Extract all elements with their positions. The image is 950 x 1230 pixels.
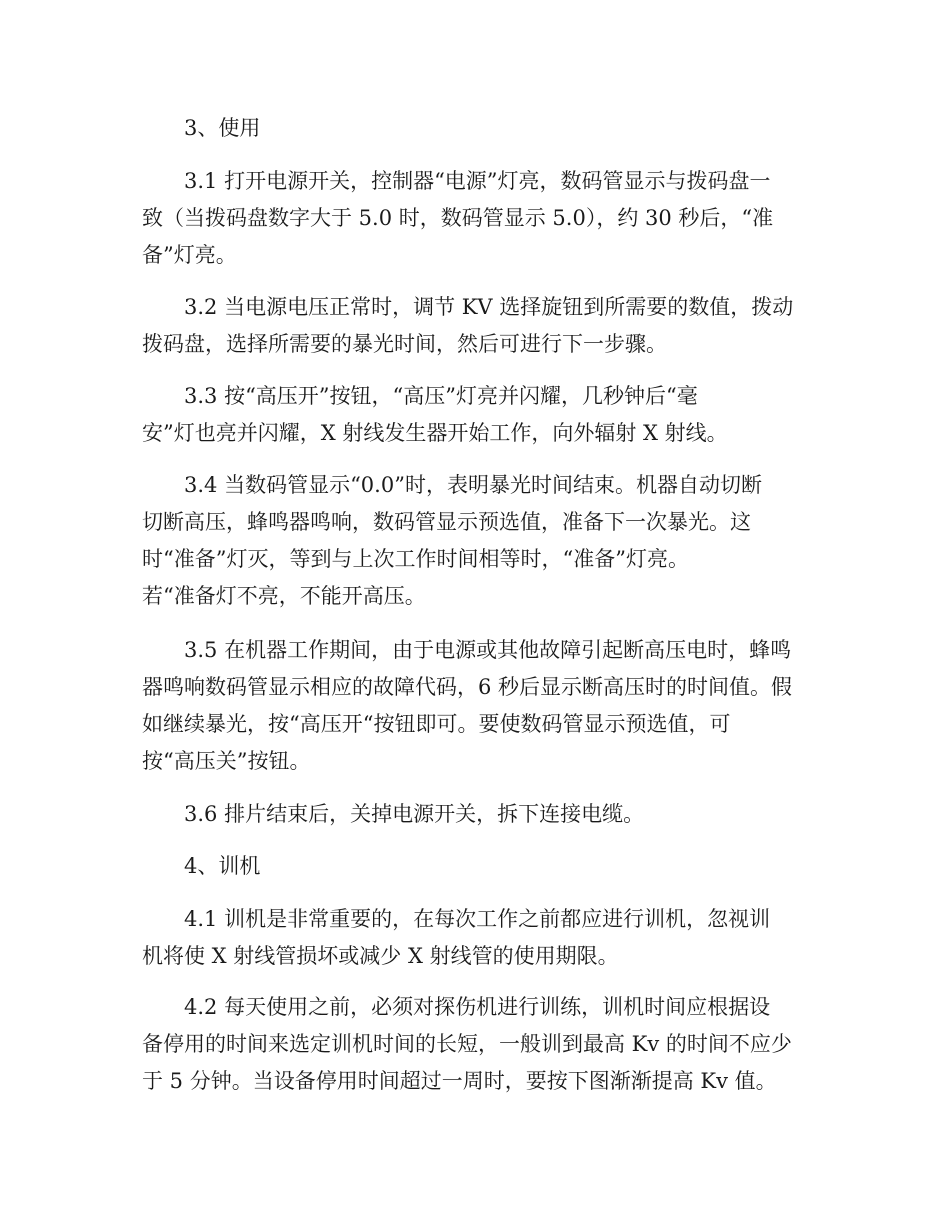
paragraph-3-6 [142, 796, 812, 833]
paragraph-line: 备停用的时间来选定训机时间的长短，一般训到最高 Kv 的时间不应少 [142, 1032, 792, 1056]
paragraph-line: 时“准备”灯灭，等到与上次工作时间相等时，“准备”灯亮。 [142, 547, 689, 571]
paragraph-line: 3.6 排片结束后，关掉电源开关，拆下连接电缆。 [184, 802, 645, 826]
paragraph-line: 备”灯亮。 [142, 243, 237, 267]
paragraph-4-2 [142, 989, 812, 1100]
paragraph-line: 致（当拨码盘数字大于 5.0 时，数码管显示 5.0），约 30 秒后，“准 [142, 206, 774, 230]
paragraph-3-2 [142, 289, 812, 363]
paragraph-4-1 [142, 901, 812, 975]
paragraph-line: 3.4 当数码管显示“0.0”时，表明暴光时间结束。机器自动切断 [184, 473, 762, 497]
paragraph-3-3 [142, 378, 812, 452]
paragraph-line: 3.5 在机器工作期间，由于电源或其他故障引起断高压电时，蜂鸣 [184, 638, 792, 662]
paragraph-line: 切断高压，蜂鸣器鸣响，数码管显示预选值，准备下一次暴光。这 [142, 510, 751, 534]
paragraph-line: 安”灯也亮并闪耀，X 射线发生器开始工作，向外辐射 X 射线。 [142, 421, 728, 445]
paragraph-line: 如继续暴光，按“高压开“按钮即可。要使数码管显示预选值，可 [142, 712, 731, 736]
paragraph-3-4 [142, 467, 812, 615]
paragraph-line: 器鸣响数码管显示相应的故障代码，6 秒后显示断高压时的时间值。假 [142, 675, 793, 699]
paragraph-3-5 [142, 632, 812, 780]
paragraph-line: 拨码盘，选择所需要的暴光时间，然后可进行下一步骤。 [142, 332, 667, 356]
section-heading-training [142, 848, 812, 885]
paragraph-3-1 [142, 163, 812, 274]
paragraph-line: 于 5 分钟。当设备停用时间超过一周时，要按下图渐渐提高 Kv 值。 [142, 1069, 777, 1093]
paragraph-line: 3.2 当电源电压正常时，调节 KV 选择旋钮到所需要的数值，拨动 [184, 295, 794, 319]
paragraph-line: 3.3 按“高压开”按钮，“高压”灯亮并闪耀，几秒钟后“毫 [184, 384, 698, 408]
paragraph-line: 4.1 训机是非常重要的，在每次工作之前都应进行训机，忽视训 [184, 907, 771, 931]
paragraph-line: 3.1 打开电源开关，控制器“电源”灯亮，数码管显示与拨码盘一 [184, 169, 771, 193]
paragraph-line: 按“高压关”按钮。 [142, 749, 311, 773]
paragraph-line: 4.2 每天使用之前，必须对探伤机进行训练，训机时间应根据设 [184, 995, 771, 1019]
paragraph-line: 若“准备灯不亮，不能开高压。 [142, 584, 426, 608]
paragraph-line: 3、使用 [184, 116, 261, 140]
paragraph-line: 4、训机 [184, 854, 261, 878]
paragraph-line: 机将使 X 射线管损坏或减少 X 射线管的使用期限。 [142, 944, 619, 968]
section-heading-use [142, 110, 812, 147]
